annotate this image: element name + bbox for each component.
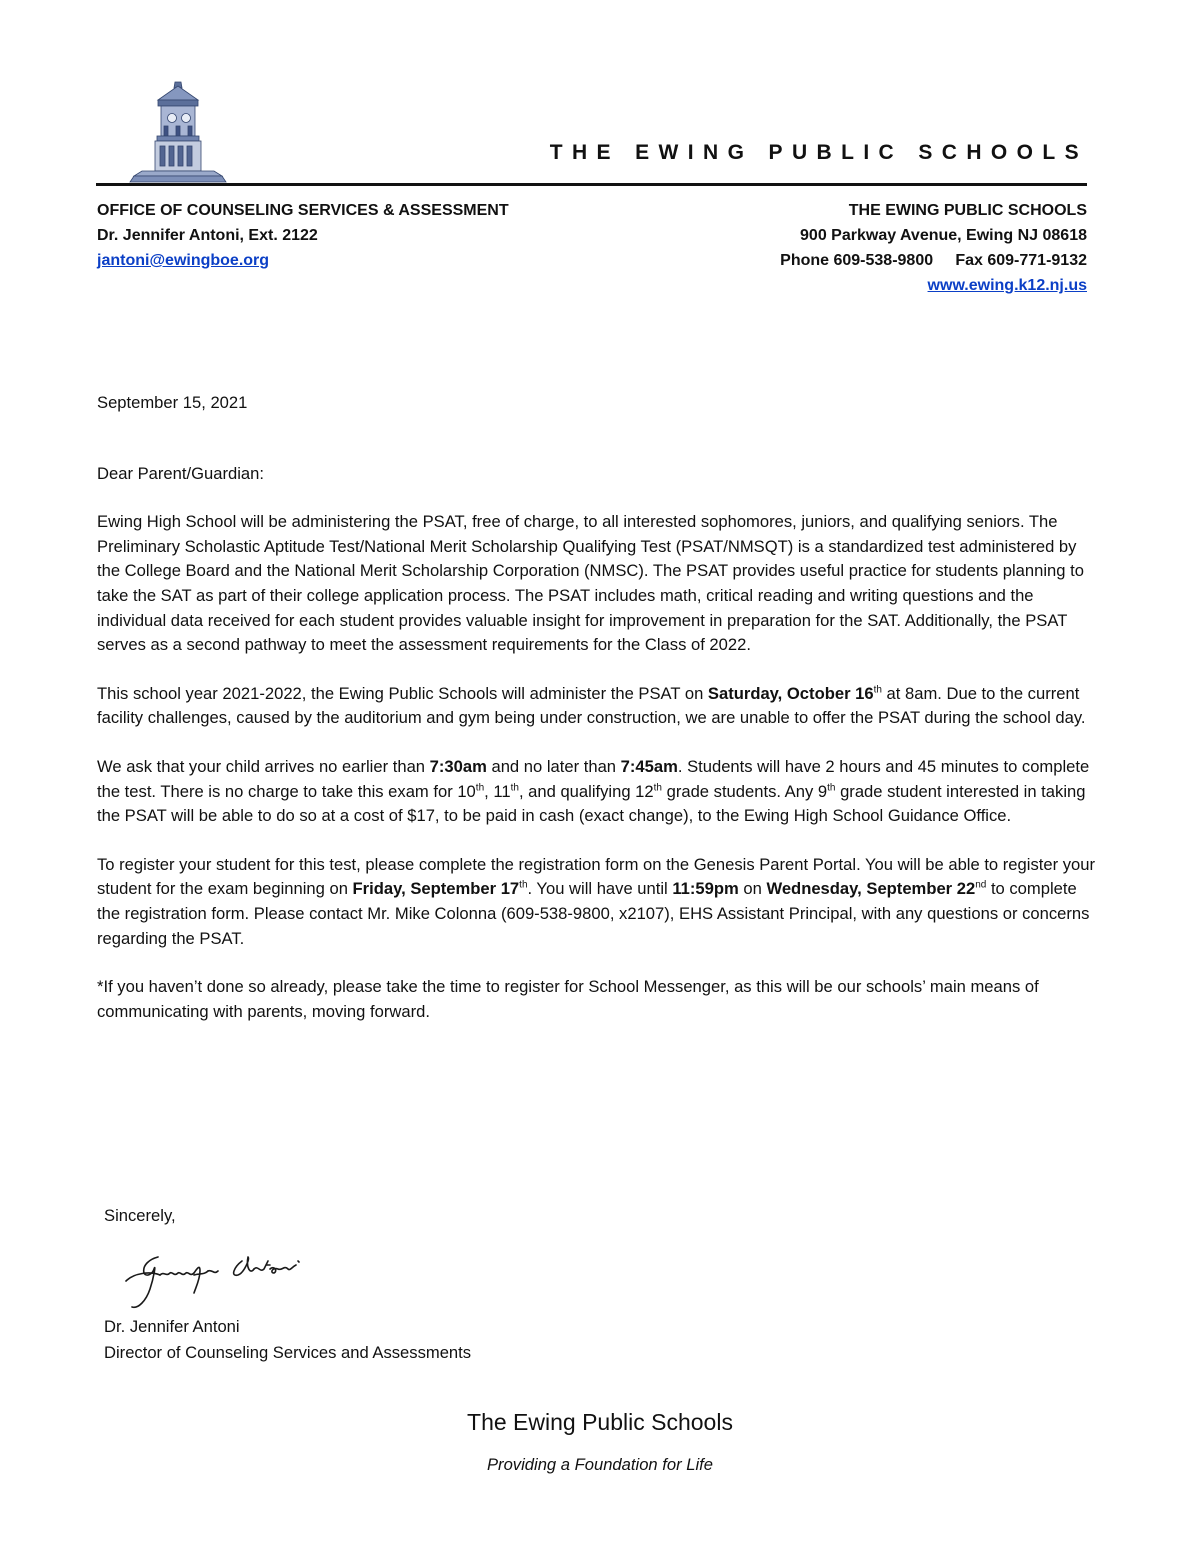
letter-body <box>97 391 1097 1048</box>
office-contact-block <box>97 198 509 273</box>
paragraph-school-messenger: *If you haven’t done so already, please take the time to register for School Messenger, as this will be our schools’ main means of communicating with parents, moving forward. <box>97 977 1039 1021</box>
signer-block <box>104 1314 471 1366</box>
district-title: THE EWING PUBLIC SCHOOLS <box>549 141 1088 164</box>
signer-title: Director of Counseling Services and Assessments <box>104 1343 472 1362</box>
signer-name: Dr. Jennifer Antoni <box>104 1317 240 1336</box>
paragraph-arrival-cost: We ask that your child arrives no earlier than 7:30am and no later than 7:45am. Students will have 2 hours and 45 minutes to complete the test. There is no charge to take this exam for 10th, 11th, and qualifying 12th grade students. Any 9th grade student interested in taking the PSAT will be able to do so at a cost of $17, to be paid in cash (exact change), to the Ewing High School Guidance Office. <box>97 756 1090 826</box>
letter-closing: Sincerely, <box>104 1206 176 1225</box>
paragraph-psat-overview: Ewing High School will be administering the PSAT, free of charge, to all interested sophomores, juniors, and qualifying seniors. The Preliminary Scholastic Aptitude Test/National Merit Scholarship Qualifying Test (PSAT/NMSQT) is a standardized test administered by the College Board and the National Merit Scholarship Corporation (NMSC). The PSAT provides useful practice for students planning to take the SAT as part of their college application process. The PSAT includes math, critical reading and writing questions and the individual data received for each student provides valuable insight for improvement in preparation for the SAT. Additionally, the PSAT serves as a second pathway to meet the assessment requirements for the Class of 2022. <box>97 512 1084 655</box>
district-phone-fax: Phone 609-538-9800 Fax 609-771-9132 <box>780 252 1087 269</box>
footer-tagline: Providing a Foundation for Life <box>486 1455 713 1474</box>
letter-date: September 15, 2021 <box>97 393 248 412</box>
office-contact-person: Dr. Jennifer Antoni, Ext. 2122 <box>97 227 318 244</box>
paragraph-test-date: This school year 2021-2022, the Ewing Public Schools will administer the PSAT on Saturday, October 16th at 8am. Due to the current facility challenges, caused by the auditorium and gym being under construction, we are unable to offer the PSAT during the school day. <box>97 683 1086 728</box>
district-name: THE EWING PUBLIC SCHOOLS <box>848 202 1087 219</box>
footer-district-name: The Ewing Public Schools <box>467 1409 733 1435</box>
district-address-block <box>780 198 1087 298</box>
letter-greeting: Dear Parent/Guardian: <box>97 463 264 483</box>
office-email-link[interactable]: jantoni@ewingboe.org <box>97 252 270 269</box>
office-name: OFFICE OF COUNSELING SERVICES & ASSESSMENT <box>97 202 509 219</box>
header-divider <box>96 183 1087 186</box>
paragraph-registration: To register your student for this test, please complete the registration form on the Genesis Parent Portal. You will be able to register your student for the exam beginning on Friday, September 17th. You will have until 11:59pm on Wednesday, September 22nd to complete the registration form. Please contact Mr. Mike Colonna (609-538-9800, x2107), EHS Assistant Principal, with any questions or concerns regarding the PSAT. <box>97 854 1095 948</box>
handwritten-signature <box>120 1247 320 1313</box>
district-website-link[interactable]: www.ewing.k12.nj.us <box>927 277 1087 294</box>
district-address: 900 Parkway Avenue, Ewing NJ 08618 <box>800 227 1087 244</box>
school-clocktower-logo-icon <box>128 80 228 184</box>
